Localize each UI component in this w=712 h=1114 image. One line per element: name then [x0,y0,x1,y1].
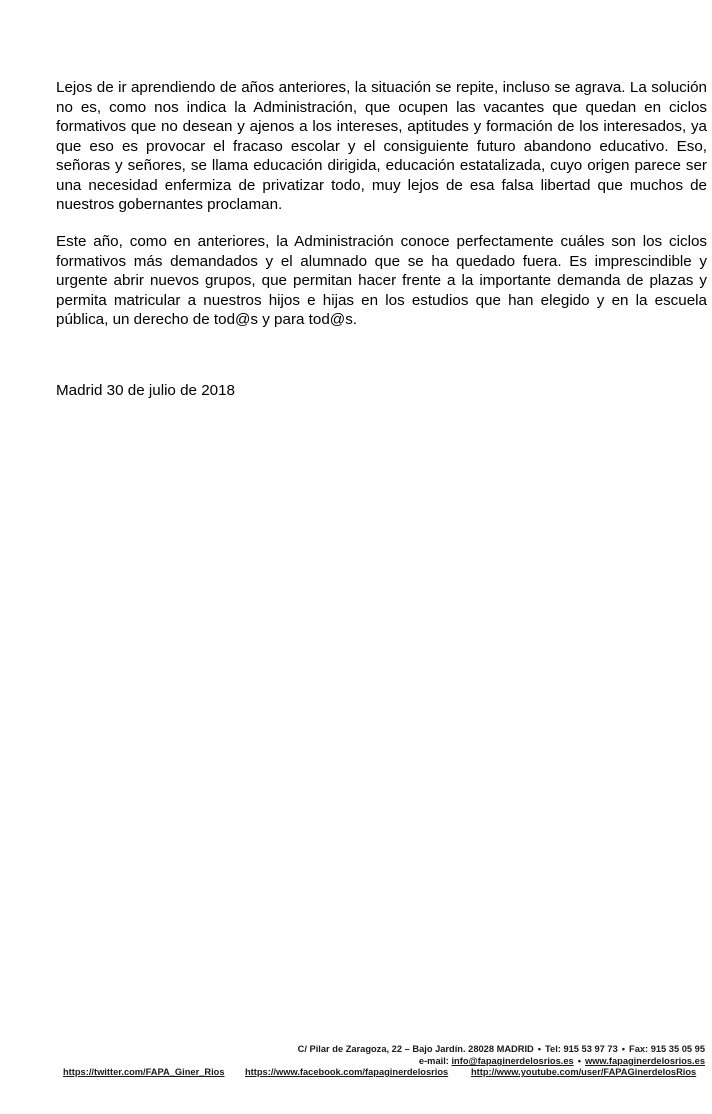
footer-bullet: • [537,1044,542,1054]
footer-youtube-link[interactable]: http://www.youtube.com/user/FAPAGinerdelosRios [471,1067,697,1077]
footer-email-link[interactable]: info@fapaginerdelosrios.es [451,1056,574,1066]
footer-bullet: • [577,1056,581,1066]
footer-bullet: • [621,1044,626,1054]
footer-contact-line [298,1043,705,1055]
signoff-date: Madrid 30 de julio de 2018 [56,382,236,399]
footer-twitter-link[interactable]: https://twitter.com/FAPA_Giner_Rios [63,1067,225,1077]
footer-tel: Tel: 915 53 97 73 [545,1044,618,1054]
body-paragraph-2: Este año, como en anteriores, la Administración conoce perfectamente cuáles son los ciclos formativos más demandados y el alumnado que se ha quedado fuera. Es imprescindible y urgente abrir nuevos grupos, que permitan hacer frente a la importante demanda de plazas y permita matricular a nuestros hijos e hijas en los estudios que han elegido y en la escuela pública, un derecho de tod@s y para tod@s. [56,233,707,328]
footer-email-label: e-mail: [418,1056,449,1066]
footer-address: C/ Pilar de Zaragoza, 22 – Bajo Jardín. 28028 MADRID [297,1044,534,1054]
body-paragraph-1: Lejos de ir aprendiendo de años anteriores, la situación se repite, incluso se agrava. La solución no es, como nos indica la Administración, que ocupen las vacantes que quedan en ciclos formativos que no desean y ajenos a los intereses, aptitudes y formación de los interesados, ya que eso es provocar el fracaso escolar y el consiguiente futuro abandono educativo. Eso, señoras y señores, se llama educación dirigida, educación estatalizada, cuyo origen parece ser una necesidad enfermiza de privatizar todo, muy lejos de esa falsa libertad que muchos de nuestros gobernantes proclaman. [56,79,707,213]
footer-website-link[interactable]: www.fapaginerdelosrios.es [584,1056,705,1066]
footer-facebook-link[interactable]: https://www.facebook.com/fapaginerdelosrios [245,1067,449,1077]
footer-fax: Fax: 915 35 05 95 [629,1044,705,1054]
